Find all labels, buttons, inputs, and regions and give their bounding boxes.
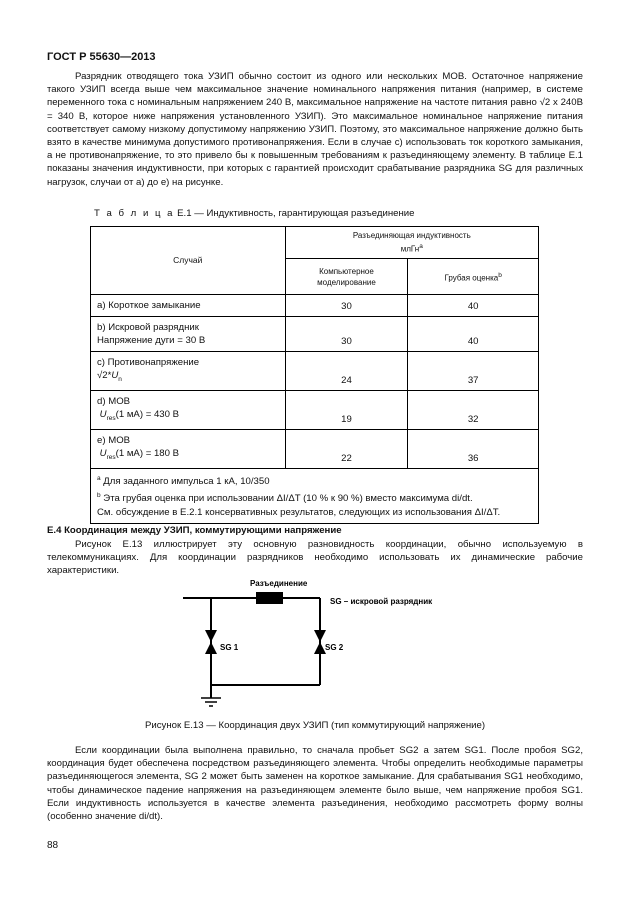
row-case (91, 317, 286, 352)
note-a: Для заданного импульса 1 кА, 10/350 (103, 475, 270, 487)
label-sg1: SG 1 (220, 643, 239, 652)
table-row (91, 352, 539, 391)
row-case (91, 352, 286, 391)
sg1-arrow-down-icon (205, 630, 217, 642)
note-b: Эта грубая оценка при использовании ΔI/ΔT (10 % к 90 %) вместо максимума di/dt. (103, 493, 473, 505)
case-detail-sub: res (106, 414, 116, 422)
row-rough-value: 36 (408, 429, 539, 468)
case-label: e) МОВ (97, 434, 131, 446)
case-detail-prefix: √2* (97, 370, 112, 381)
disconnect-element-icon (256, 592, 283, 604)
figure-caption: Рисунок Е.13 — Координация двух УЗИП (тип коммутирующий напряжение) (144, 720, 486, 731)
case-detail-var: U (111, 370, 119, 381)
header-col-model-line1: Компьютерное (319, 266, 374, 276)
row-case (91, 429, 286, 468)
table-notes-row (91, 468, 539, 523)
case-label: c) Противонапряжение (97, 357, 200, 368)
row-model-value: 22 (285, 429, 408, 468)
table-row (91, 429, 539, 468)
header-group-unit: млГн (400, 244, 420, 254)
table-caption (94, 208, 415, 219)
case-detail-sub: n (118, 375, 122, 383)
case-detail: Напряжение дуги = 30 В (97, 335, 206, 346)
row-model-value: 30 (285, 317, 408, 352)
row-model-value: 19 (285, 390, 408, 429)
case-detail-rest: (1 мА) = 430 В (115, 408, 180, 420)
closing-paragraph: Если координации была выполнена правильно, то сначала пробьет SG2 а затем SG1. После пробоя SG2, координация будет обеспечена посредством разъединяющего элемента. Чтобы определить необходимые параметры разъединяющегося элемента, SG 2 может быть заменен на короткое замыкание. Для срабатывания SG1 необходимо, чтобы динамическое падение напряжения на разъединяющем элементе было выше, чем напряжение пробоя SG1. Если индуктивность используется в качестве элемента разъединения, необходимо рассмотреть форму волны (особенно значение di/dt). (47, 745, 583, 823)
row-rough-value: 37 (408, 352, 539, 391)
case-detail-var: U (99, 447, 107, 459)
row-rough-value: 32 (408, 390, 539, 429)
label-sg2: SG 2 (325, 643, 344, 652)
ground-icon (201, 698, 221, 706)
page-number: 88 (47, 840, 59, 851)
header-case: Случай (91, 227, 286, 295)
header-group-title: Разъединяющая индуктивность (352, 231, 471, 241)
header-col-rough-sup: b (498, 271, 502, 279)
case-detail-rest: (1 мА) = 180 В (115, 447, 180, 459)
row-case (91, 295, 286, 317)
note-b-mark: b (97, 491, 101, 499)
table-row (91, 390, 539, 429)
section-paragraph: Рисунок Е.13 иллюстрирует эту основную разновидность координации, обычно используемую в телекоммуникациях. Для координации разрядников необходимо использовать их динамические рабочие характеристики. (47, 539, 583, 577)
sg1-arrow-up-icon (205, 642, 217, 654)
row-model-value: 30 (285, 295, 408, 317)
document-header: ГОСТ Р 55630—2013 (47, 51, 156, 63)
header-group (285, 227, 538, 259)
case-detail-sub: res (106, 453, 116, 461)
case-label: a) Короткое замыкание (97, 300, 201, 311)
case-label: b) Искровой разрядник (97, 322, 199, 333)
header-col-model (285, 259, 408, 295)
intro-paragraph: Разрядник отводящего тока УЗИП обычно состоит из одного или нескольких МОВ. Остаточное напряжение такого УЗИП всегда выше чем максимальное значение номинального напряжения питания (например, в системе переменного тока с номинальным напряжением 240 В, максимальное напряжение на частоте питания равно √2 х 240В = 340 В, которое ниже напряжения установленного УЗИП). Это максимальное номинальное напряжение питания соответствует самому низкому допустимому напряжению УЗИП. Поэтому, это максимальное напряжение должно быть взято в качестве минимума допустимого противонапряжения. Если в случае с) использовать ток короткого замыкания, а не противонапряжение, то это привело бы к повышенным требованиям к разъединяющему элементу. В таблице Е.1 показаны значения индуктивности, при которых с гарантией происходит срабатывание разрядника SG для различных нагрузок, случаи от а) до е) на рисунке. (47, 71, 583, 188)
sg2-arrow-down-icon (314, 630, 326, 642)
header-col-rough-label: Грубая оценка (444, 273, 499, 283)
inductance-table (90, 226, 539, 524)
note-a-mark: a (97, 474, 101, 482)
header-col-rough (408, 259, 539, 295)
row-rough-value: 40 (408, 317, 539, 352)
row-model-value: 24 (285, 352, 408, 391)
table-row (91, 295, 539, 317)
case-label: d) МОВ (97, 395, 131, 407)
header-col-model-line2: моделирование (317, 277, 376, 287)
label-disconnect: Разъединение (250, 579, 308, 588)
table-row (91, 317, 539, 352)
label-sg-description: SG – искровой разрядник (330, 597, 433, 606)
figure-e13-diagram (0, 570, 630, 715)
row-rough-value: 40 (408, 295, 539, 317)
section-title: Е.4 Координация между УЗИП, коммутирующими напряжение (47, 525, 342, 536)
table-notes (91, 468, 539, 523)
table-caption-title: Е.1 — Индуктивность, гарантирующая разъединение (177, 208, 415, 219)
table-caption-prefix: Т а б л и ц а (94, 208, 175, 219)
case-detail-var: U (99, 408, 107, 420)
row-case (91, 390, 286, 429)
header-group-sup: a (419, 243, 423, 251)
note-c: См. обсуждение в Е.2.1 консервативных результатов, следующих из использования ΔI/ΔT. (97, 507, 501, 519)
